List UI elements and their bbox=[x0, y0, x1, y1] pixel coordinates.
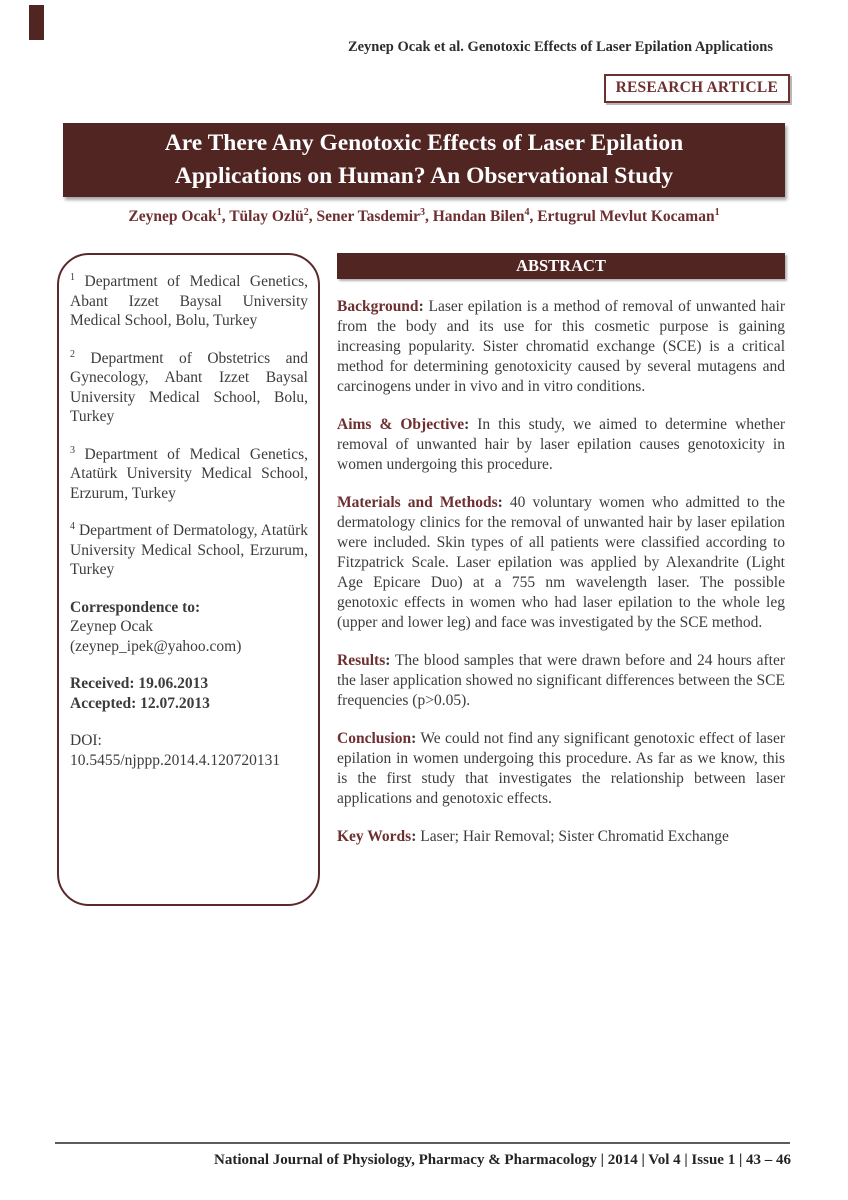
abstract-section-conclusion: Conclusion: We could not find any significant genotoxic effect of laser epilation in women undergoing this procedure. As far as we know, this is the first study that investigates the relationship between laser applications and genotoxic effects. bbox=[337, 730, 785, 807]
dates-block bbox=[70, 674, 308, 713]
running-head: Zeynep Ocak et al. Genotoxic Effects of Laser Epilation Applications bbox=[347, 39, 773, 55]
received-date: Received: 19.06.2013 bbox=[70, 675, 209, 692]
affiliation-item: $^3$ Department of Medical Genetics, Atatürk University Medical School, Erzurum, Turkey bbox=[70, 444, 308, 502]
doi-block bbox=[70, 731, 308, 770]
research-article-badge: RESEARCH ARTICLE bbox=[604, 74, 790, 103]
correspondence-label: Correspondence to: bbox=[70, 598, 201, 616]
affiliation-item: $^1$ Department of Medical Genetics, Abant Izzet Baysal University Medical School, Bolu, Turkey bbox=[70, 271, 308, 329]
abstract-section-aims-objective: Aims & Objective: In this study, we aimed to determine whether removal of unwanted hair by laser epilation causes genotoxicity in women undergoing this procedure. bbox=[337, 416, 785, 473]
content-columns bbox=[57, 253, 785, 906]
correspondence-name: Zeynep Ocak bbox=[70, 618, 154, 635]
correspondence-block bbox=[70, 598, 308, 657]
abstract-heading: ABSTRACT bbox=[337, 253, 785, 279]
doi-label: DOI: bbox=[70, 732, 102, 749]
authors-line: Zeynep Ocak$^1$, Tülay Ozlü$^2$, Sener Tasdemir$^3$, Handan Bilen$^4$, Ertugrul Mevlut Kocaman$^1$ bbox=[128, 206, 720, 225]
abstract-section-results: Results: The blood samples that were drawn before and 24 hours after the laser application showed no significant differences between the SCE frequencies (p>0.05). bbox=[337, 652, 785, 709]
doi-value: 10.5455/njppp.2014.4.120720131 bbox=[70, 751, 281, 769]
affiliation-item: $^4$ Department of Dermatology, Atatürk University Medical School, Erzurum, Turkey bbox=[70, 520, 308, 578]
affiliation-item: $^2$ Department of Obstetrics and Gynecology, Abant Izzet Baysal University Medical School, Bolu, Turkey bbox=[70, 348, 308, 425]
article-title-banner bbox=[63, 123, 785, 197]
abstract-sections bbox=[337, 297, 785, 847]
abstract-column bbox=[337, 253, 785, 847]
accepted-date: Accepted: 12.07.2013 bbox=[70, 694, 210, 712]
footer-divider bbox=[55, 1142, 790, 1144]
affiliations-list bbox=[70, 272, 308, 580]
abstract-section-background: Background: Laser epilation is a method of removal of unwanted hair from the body and its use for this cosmetic purpose is gaining increasing popularity. Sister chromatid exchange (SCE) is a critical method for determining genotoxicity caused by several mutagens and carcinogens under in vivo and in vitro conditions. bbox=[337, 298, 785, 395]
affiliations-box bbox=[57, 253, 320, 906]
correspondence-email: (zeynep_ipek@yahoo.com) bbox=[70, 637, 242, 655]
corner-accent-mark bbox=[29, 5, 44, 40]
article-title-line1: Are There Any Genotoxic Effects of Laser Epilation bbox=[164, 130, 684, 156]
article-title-line2: Applications on Human? An Observational Study bbox=[174, 163, 674, 189]
abstract-section-key-words: Key Words: Laser; Hair Removal; Sister Chromatid Exchange bbox=[337, 828, 729, 845]
journal-footer: National Journal of Physiology, Pharmacy & Pharmacology | 2014 | Vol 4 | Issue 1 | 43 – 46 bbox=[214, 1152, 791, 1168]
abstract-section-materials-and-methods: Materials and Methods: 40 voluntary women who admitted to the dermatology clinics for the removal of unwanted hair by laser epilation were included. Skin types of all patients were classified according to Fitzpatrick Scale. Laser epilation was applied by Alexandrite (Light Age Epicare Duo) at a 755 nm wavelength laser. The possible genotoxic effects in women who had laser epilation to the whole leg (upper and lower leg) and face was investigated by the SCE method. bbox=[337, 494, 785, 631]
